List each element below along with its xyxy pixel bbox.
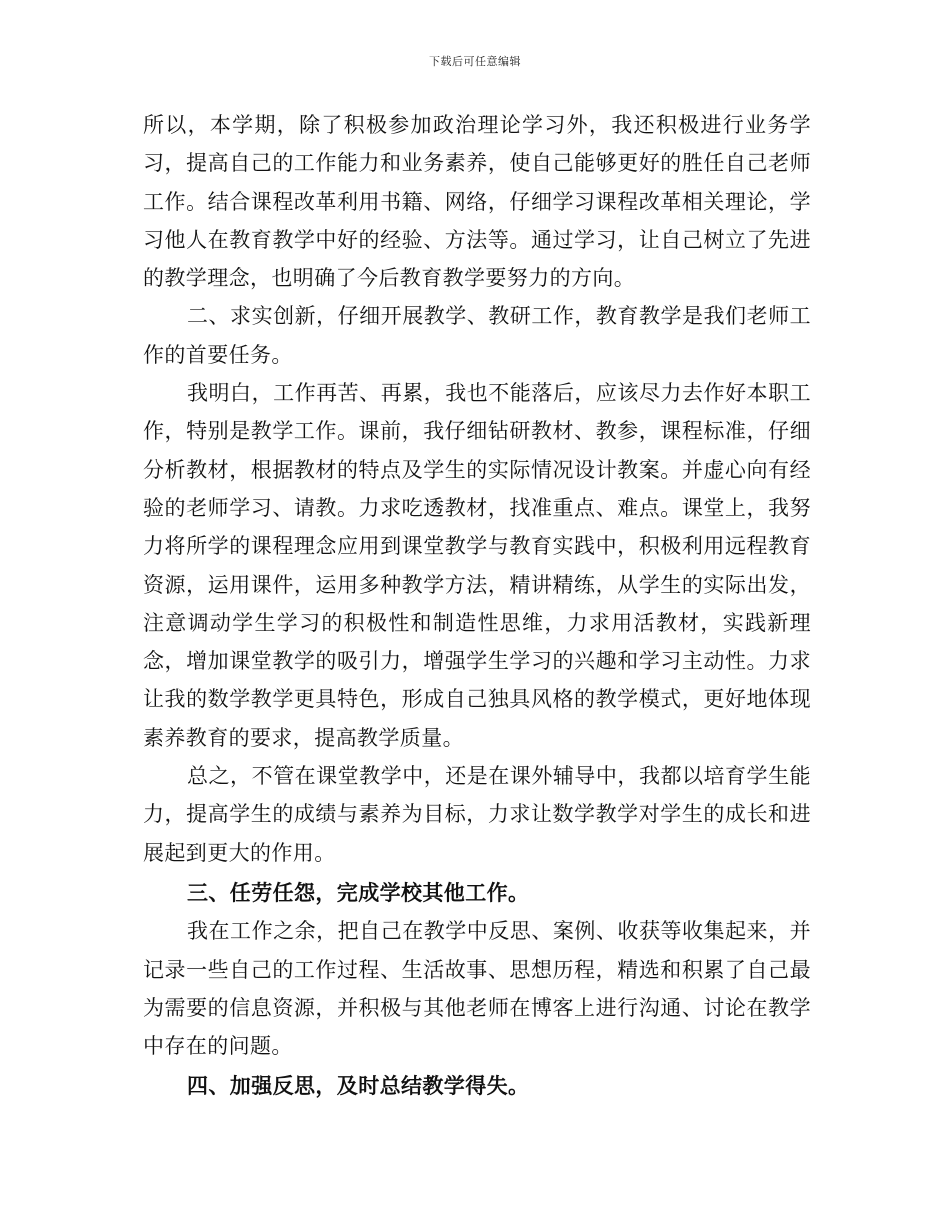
paragraph-summary: 总之，不管在课堂教学中，还是在课外辅导中，我都以培育学生能力，提高学生的成绩与素养为目标，力求让数学教学对学生的成长和进展起到更大的作用。: [143, 764, 811, 865]
paragraph-teaching-work: 我明白，工作再苦、再累，我也不能落后，应该尽力去作好本职工作，特别是教学工作。课前，我仔细钻研教材、教参，课程标准，仔细分析教材，根据教材的特点及学生的实际情况设计教案。并虚心向有经验的老师学习、请教。力求吃透教材，找准重点、难点。课堂上，我努力将所学的课程理念应用到课堂教学与教育实践中，积极利用远程教育资源，运用课件，运用多种教学方法，精讲精练，从学生的实际出发，注意调动学生学习的积极性和制造性思维，力求用活教材，实践新理念，增加课堂教学的吸引力，增强学生学习的兴趣和学习主动性。力求让我的数学教学更具特色，形成自己独具风格的教学模式，更好地体现素养教育的要求，提高教学质量。: [143, 381, 811, 750]
document-body: [143, 106, 811, 1106]
section-two-title: 二、求实创新，仔细开展教学、教研工作，教育教学是我们老师工作的首要任务。: [143, 304, 811, 367]
paragraph-continuation: 所以，本学期，除了积极参加政治理论学习外，我还积极进行业务学习，提高自己的工作能力和业务素养，使自己能够更好的胜任自己老师工作。结合课程改革利用书籍、网络，仔细学习课程改革相关理论，学习他人在教育教学中好的经验、方法等。通过学习，让自己树立了先进的教学理念，也明确了今后教育教学要努力的方向。: [143, 113, 811, 291]
page-header: 下载后可任意编辑: [429, 55, 521, 68]
section-four-heading: 四、加强反思，及时总结教学得失。: [187, 1073, 530, 1099]
section-three-heading: 三、任劳任怨，完成学校其他工作。: [187, 879, 530, 905]
paragraph-other-work: 我在工作之余，把自己在教学中反思、案例、收获等收集起来，并记录一些自己的工作过程、生活故事、思想历程，精选和积累了自己最为需要的信息资源，并积极与其他老师在博客上进行沟通、讨论在教学中存在的问题。: [143, 919, 811, 1059]
